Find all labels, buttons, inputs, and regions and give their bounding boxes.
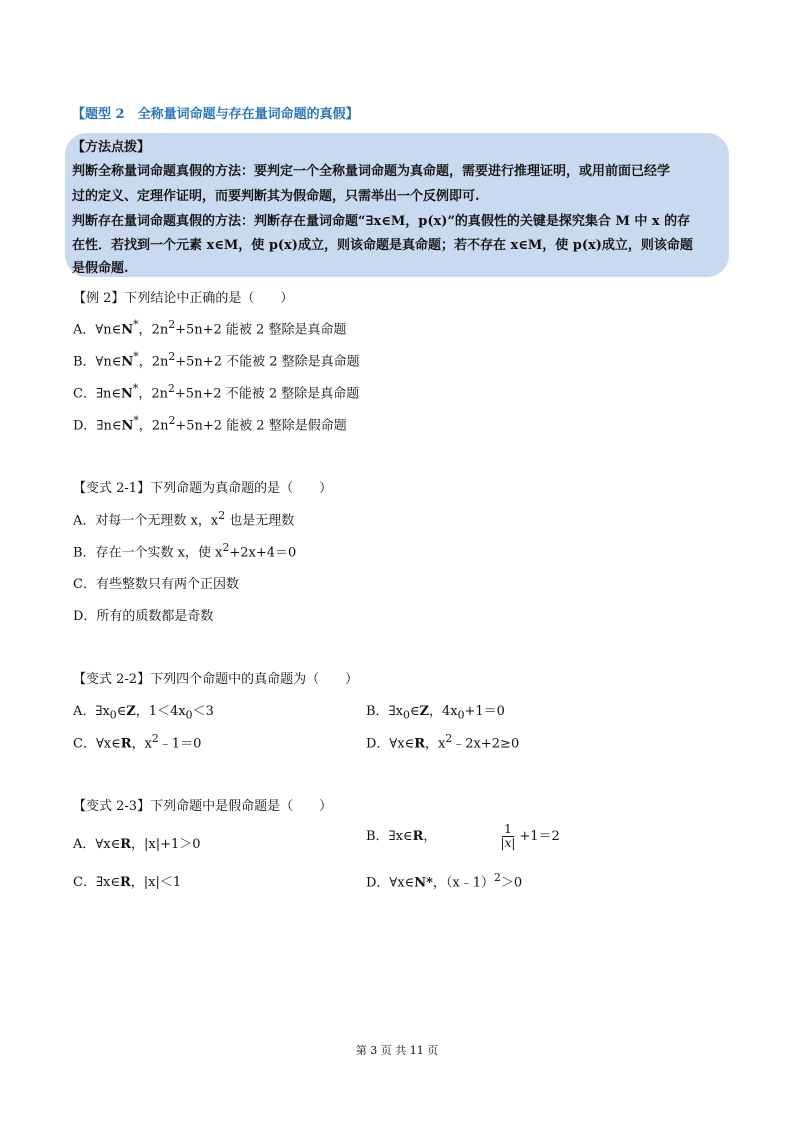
example-2-option-d: D．∃n∈N*，$2n^2+5n+2$ 能被 2 整除是假命题 <box>73 414 347 434</box>
page-footer: 第 3 页 共 11 页 <box>355 1044 439 1057</box>
variant-2-1-option-c: C．有些整数只有两个正因数 <box>73 577 239 592</box>
variant-2-3-option-b: B．∃x∈R， $\frac{1}{|x|}$ +1＝2 <box>366 822 560 851</box>
variant-2-1-option-a: A．对每一个无理数 x，$x^2$ 也是无理数 <box>73 509 295 529</box>
variant-2-2-option-d: D．∀x∈R，$x^2﹣2x+2\ge 0$ <box>366 732 520 752</box>
method-line-3: 判断存在量词命题真假的方法：判断存在量词命题“∃x∈M，p(x)”的真假性的关键是探究集合 M 中 x 的存 <box>72 214 691 229</box>
section-title: 【题型 2 全称量词命题与存在量词命题的真假】 <box>72 107 359 122</box>
variant-2-3-stem: 【变式 2-3】下列命题中是假命题是（ ） <box>73 799 333 814</box>
example-2-option-c: C．∃n∈N*，$2n^2+5n+2$ 不能被 2 整除是真命题 <box>73 382 360 402</box>
example-2-option-b: B．∀n∈N*，$2n^2+5n+2$ 不能被 2 整除是真命题 <box>73 350 360 370</box>
variant-2-1-option-d: D．所有的质数都是奇数 <box>73 609 214 624</box>
method-line-5: 是假命题. <box>72 261 129 276</box>
variant-2-2-stem: 【变式 2-2】下列四个命题中的真命题为（ ） <box>73 672 359 687</box>
variant-2-3-option-a: A．∀x∈R，|x|+1＞0 <box>73 837 201 852</box>
method-line-1: 判断全称量词命题真假的方法：要判定一个全称量词命题为真命题，需要进行推理证明，或用前面已经学 <box>72 164 671 179</box>
method-line-4: 在性．若找到一个元素 x∈M，使 p(x)成立，则该命题是真命题；若不存在 x∈M，使 p(x)成立，则该命题 <box>72 238 693 253</box>
example-2-stem: 【例 2】下列结论中正确的是（ ） <box>73 291 294 306</box>
method-heading: 【方法点拨】 <box>72 140 151 155</box>
variant-2-2-option-a: A．$\exists x_0\in Z$，$1<4x_0<3$ <box>73 704 214 722</box>
variant-2-1-option-b: B．存在一个实数 x，使 $x^2+2x+4=0$ <box>73 541 297 561</box>
variant-2-1-stem: 【变式 2-1】下列命题为真命题的是（ ） <box>73 481 333 496</box>
variant-2-3-option-d: D．∀x∈N*，（x﹣1）$^2$＞0 <box>366 871 523 891</box>
example-2-option-a: A．∀n∈N*，$2n^2+5n+2$ 能被 2 整除是真命题 <box>73 318 347 338</box>
variant-2-3-option-c: C．∃x∈R，|x|＜1 <box>73 875 182 890</box>
method-line-2: 过的定义、定理作证明，而要判断其为假命题，只需举出一个反例即可. <box>72 189 480 204</box>
fraction-1-over-abs-x: $\frac{1}{|x|}$ <box>500 822 516 851</box>
variant-2-2-option-c: C．∀x∈R，$x^2﹣1=0$ <box>73 732 202 752</box>
method-box <box>65 133 729 277</box>
variant-2-2-option-b: B．$\exists x_0\in Z$，$4x_0+1=0$ <box>366 704 505 722</box>
